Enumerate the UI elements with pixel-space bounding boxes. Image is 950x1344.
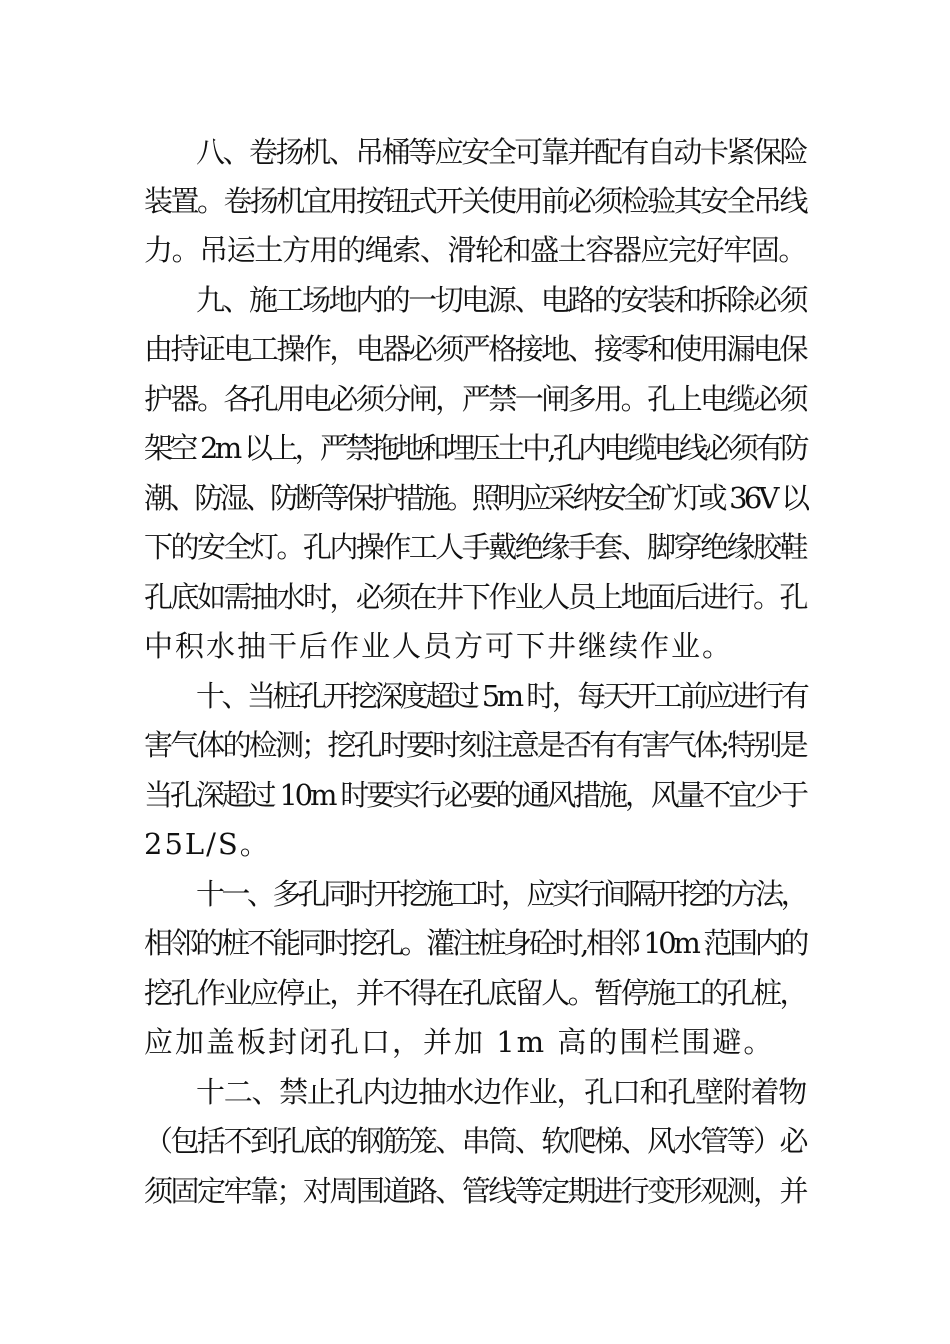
text-line: 九、施工场地内的一切电源、电路的安装和拆除必须	[196, 283, 807, 317]
text-line: 八、卷扬机、吊桶等应安全可靠并配有自动卡紧保险	[196, 135, 807, 169]
text-line: 当孔深超过 10m 时要实行必要的通风措施，风量不宜少于	[144, 778, 806, 812]
text-line: 十一、多孔同时开挖施工时，应实行间隔开挖的方法，	[196, 877, 807, 911]
text-line: 下的安全灯。孔内操作工人手戴绝缘手套、脚穿绝缘胶鞋	[144, 530, 807, 564]
text-line: 25L/S。	[144, 827, 271, 861]
text-line: 十二、禁止孔内边抽水边作业，孔口和孔壁附着物	[196, 1075, 807, 1109]
text-line: 相邻的桩不能同时挖孔。灌注桩身砼时,相邻 10m 范围内的	[144, 926, 807, 960]
text-line: 装置。卷扬机宜用按钮式开关使用前必须检验其安全吊线	[144, 184, 807, 218]
text-line: 潮、防湿、防断等保护措施。照明应采纳安全矿灯或 36V 以	[144, 481, 807, 515]
text-line: （包括不到孔底的钢筋笼、串筒、软爬梯、风水管等）必	[144, 1124, 807, 1158]
text-line: 中积水抽干后作业人员方可下井继续作业。	[144, 629, 734, 663]
text-line: 架空 2m 以上，严禁拖地和埋压土中,孔内电缆电线必须有防	[144, 431, 806, 465]
text-line: 挖孔作业应停止，并不得在孔底留人。暂停施工的孔桩，	[144, 976, 807, 1010]
text-line: 十、当桩孔开挖深度超过 5m 时，每天开工前应进行有	[196, 679, 807, 713]
text-line: 力。吊运土方用的绳索、滑轮和盛土容器应完好牢固。	[144, 233, 807, 267]
text-line: 应加盖板封闭孔口，并加 1m 高的围栏围避。	[144, 1025, 775, 1059]
text-line: 护器。各孔用电必须分闸，严禁一闸多用。孔上电缆必须	[144, 382, 807, 416]
text-line: 须固定牢靠；对周围道路、管线等定期进行变形观测，并	[144, 1174, 807, 1208]
text-line: 由持证电工操作，电器必须严格接地、接零和使用漏电保	[144, 332, 807, 366]
text-line: 孔底如需抽水时，必须在井下作业人员上地面后进行。孔	[144, 580, 807, 614]
text-line: 害气体的检测；挖孔时要时刻注意是否有有害气体;特别是	[144, 728, 806, 762]
